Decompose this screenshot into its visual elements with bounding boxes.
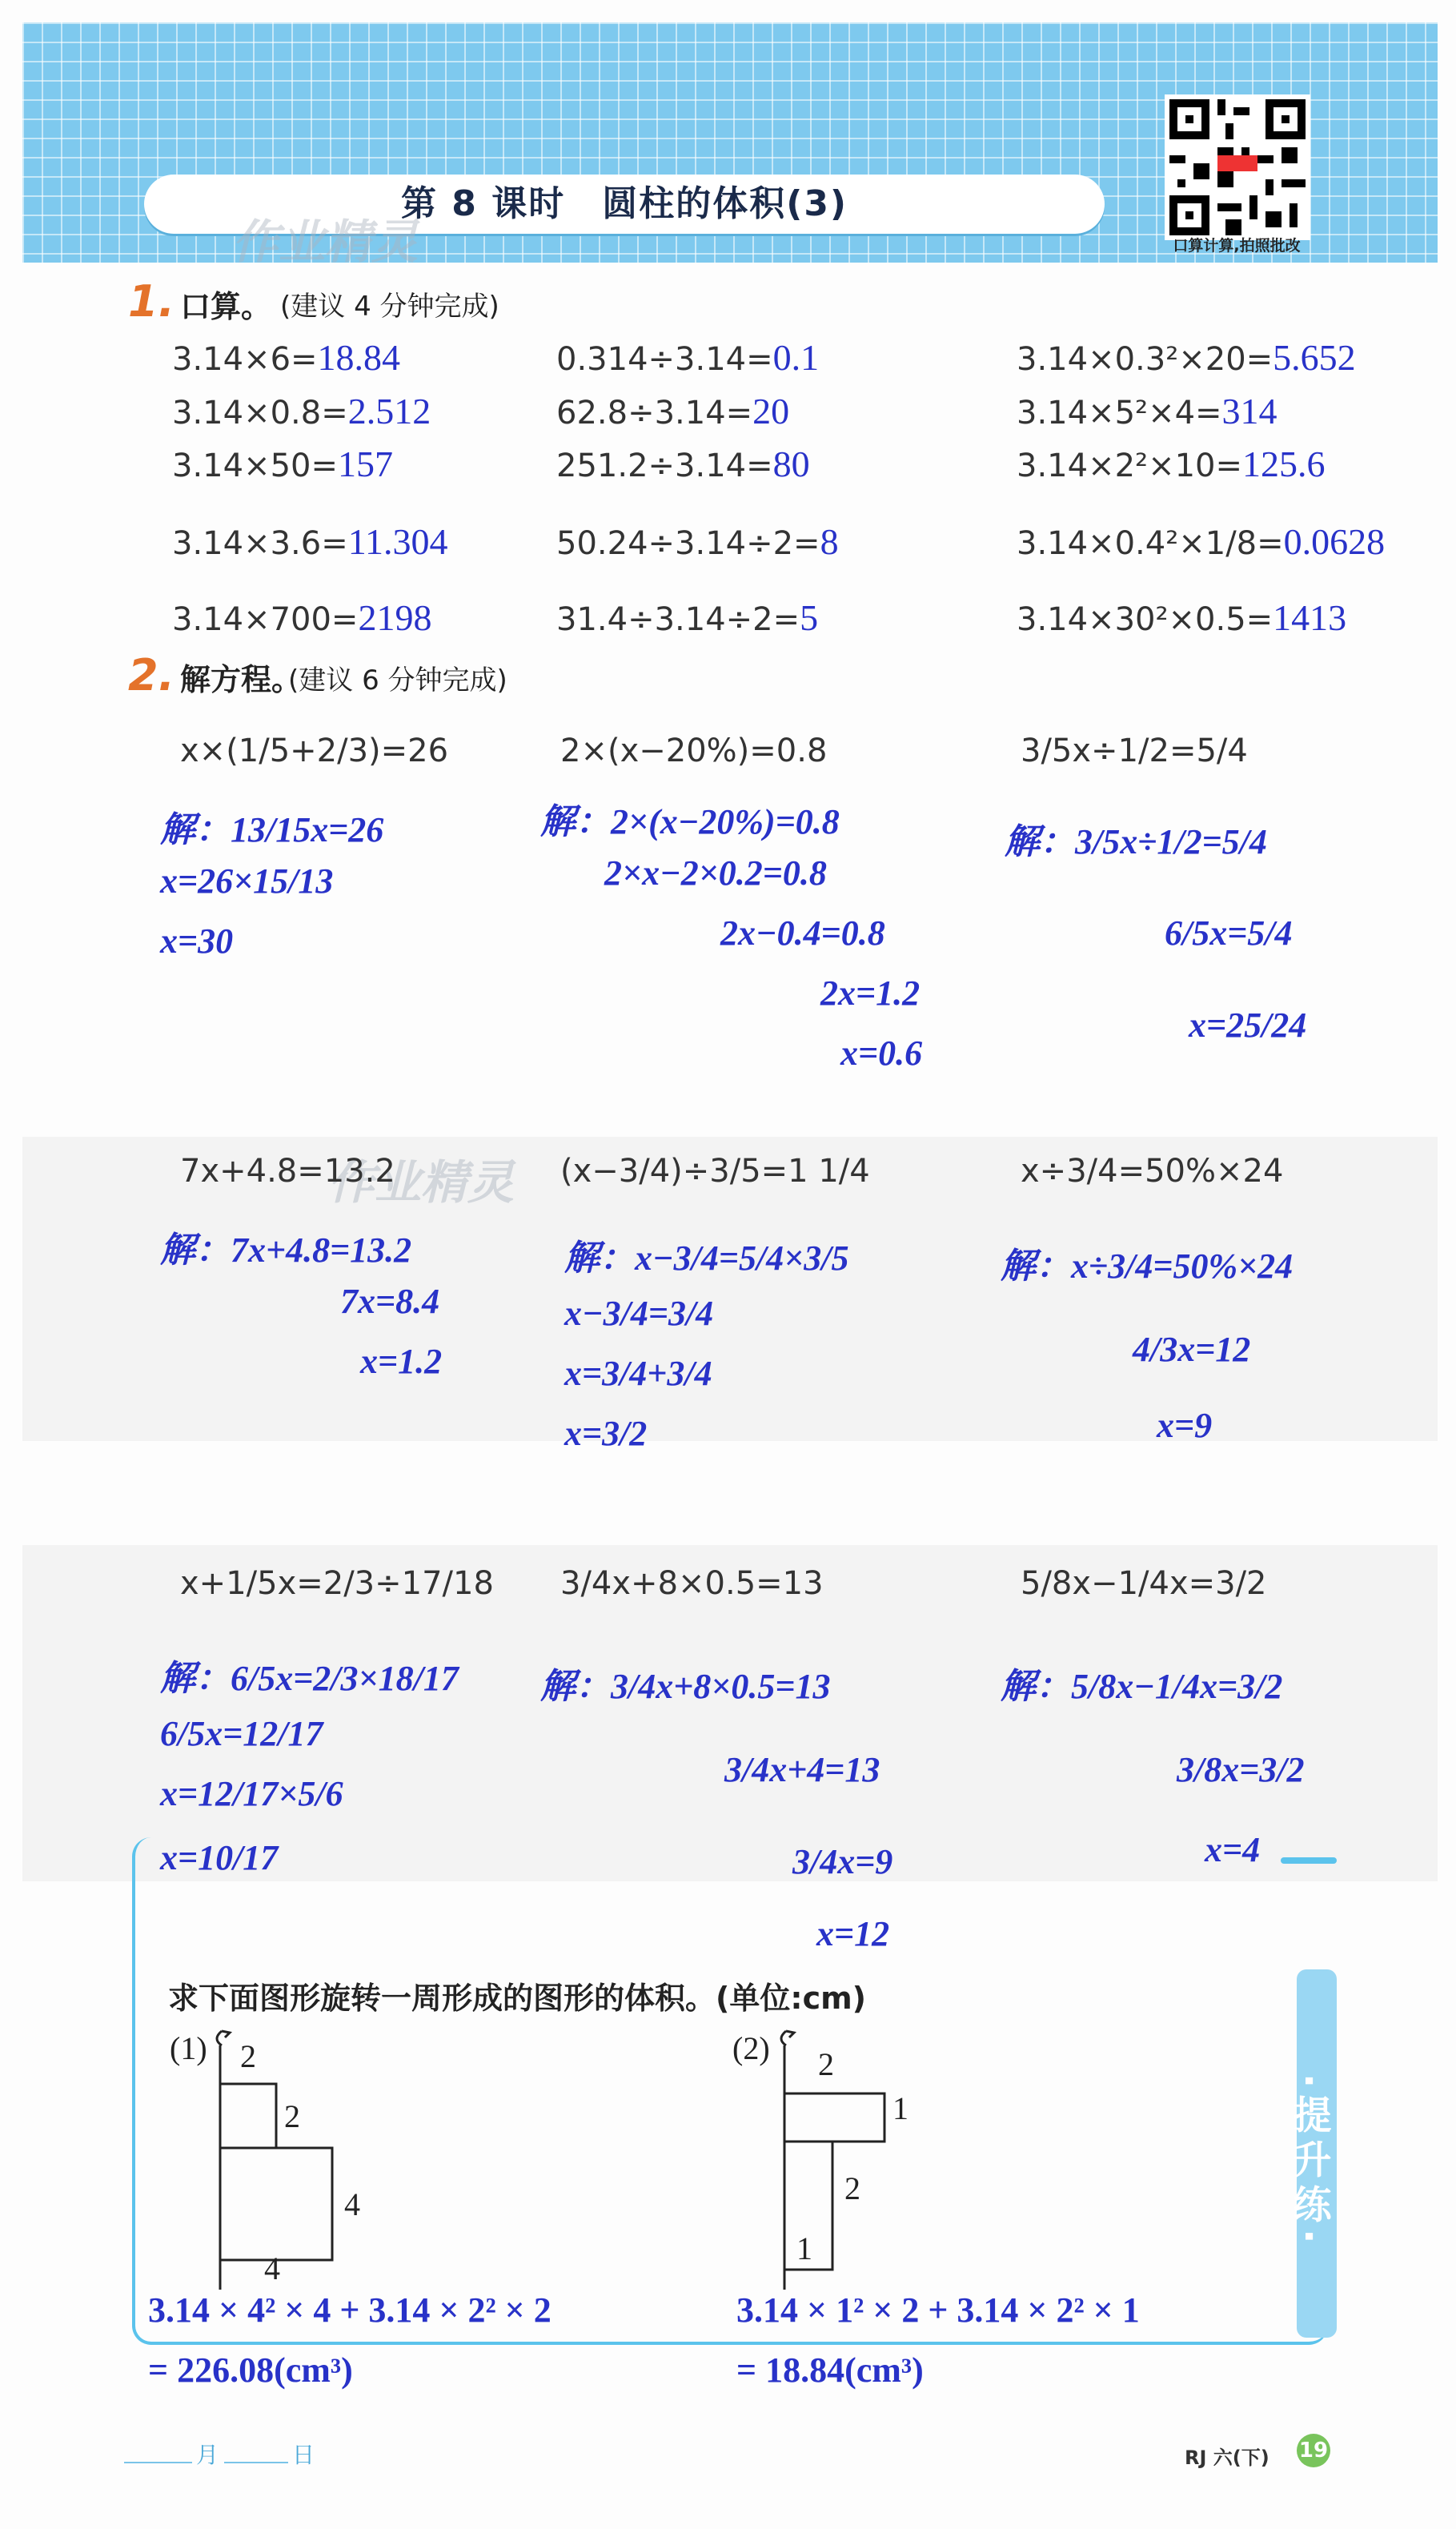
- figure-label: (2): [732, 2030, 770, 2066]
- dimension-label: 2: [818, 2046, 834, 2082]
- solution-step: x=12: [816, 1914, 890, 1953]
- equation-question: 7x+4.8=13.2: [180, 1153, 395, 1190]
- oral-calc-answer: 2198: [358, 597, 432, 638]
- oral-calc-item: [556, 390, 789, 432]
- oral-calc-item: [556, 336, 819, 379]
- solution-step: x=30: [160, 921, 234, 961]
- edition-label: RJ 六(下): [1185, 2447, 1269, 2469]
- equation-question: (x−3/4)÷3/5=1 1/4: [560, 1153, 870, 1190]
- oral-calc-question: 3.14×2²×10=: [1017, 448, 1242, 484]
- solution-step: 3/4x=9: [792, 1842, 893, 1881]
- oral-calc-answer: 157: [338, 444, 393, 484]
- watermark: 作业精灵: [328, 1155, 515, 1210]
- dimension-label: 2: [284, 2098, 300, 2134]
- oral-calc-answer: 18.84: [317, 337, 401, 378]
- oral-calc-question: 3.14×0.4²×1/8=: [1017, 525, 1284, 562]
- oral-calc-question: 3.14×0.8=: [172, 395, 348, 432]
- section-title: 口算。: [180, 289, 272, 324]
- dimension-label: 1: [892, 2090, 908, 2126]
- oral-calc-item: [556, 596, 818, 639]
- solution-step: 2x=1.2: [820, 973, 921, 1013]
- section-number: 1.: [128, 276, 175, 327]
- oral-calc-item: [172, 443, 393, 485]
- section-number: 2.: [128, 650, 175, 700]
- solution-step: x−3/4=3/4: [564, 1294, 714, 1333]
- frame-accent: [1281, 1857, 1337, 1864]
- side-tab-label: ·提升练·: [1286, 2073, 1331, 2250]
- qr-caption: 口算计算,拍照批改: [1173, 237, 1301, 255]
- dimension-label: 2: [240, 2038, 256, 2074]
- solution-step: 2×x−2×0.2=0.8: [604, 853, 827, 893]
- solution-step: x=9: [1157, 1406, 1213, 1445]
- oral-calc-question: 251.2÷3.14=: [556, 448, 773, 484]
- figure-label: (1): [170, 2030, 207, 2066]
- solution-step: 解：x−3/4=5/4×3/5: [564, 1238, 849, 1278]
- equation-question: x×(1/5+2/3)=26: [180, 733, 449, 769]
- oral-calc-question: 50.24÷3.14÷2=: [556, 525, 820, 562]
- oral-calc-item: [1017, 596, 1346, 639]
- solution-step: 解：7x+4.8=13.2: [160, 1230, 412, 1270]
- solution-step: x=3/4+3/4: [564, 1354, 712, 1393]
- oral-calc-item: [556, 520, 839, 563]
- solution-step: x=4: [1205, 1830, 1261, 1869]
- page-number: 19: [1297, 2434, 1330, 2467]
- solution-step: 解：x÷3/4=50%×24: [1001, 1246, 1294, 1286]
- solution-step: 解：5/8x−1/4x=3/2: [1001, 1667, 1283, 1706]
- solution-step: x=26×15/13: [160, 861, 334, 901]
- solution-step: x=3/2: [564, 1414, 648, 1453]
- solution-step: 解：2×(x−20%)=0.8: [540, 802, 840, 841]
- solution-step: 解：3/4x+8×0.5=13: [540, 1667, 831, 1706]
- oral-calc-item: [1017, 336, 1356, 379]
- oral-calc-answer: 5.652: [1273, 337, 1356, 378]
- solution-step: 7x=8.4: [340, 1282, 440, 1321]
- section-hint: (建议 4 分钟完成): [280, 291, 499, 323]
- equation-question: 5/8x−1/4x=3/2: [1021, 1565, 1267, 1602]
- equation-question: x÷3/4=50%×24: [1021, 1153, 1284, 1190]
- oral-calc-question: 0.314÷3.14=: [556, 341, 773, 378]
- answer-line: = 226.08(cm³): [148, 2350, 353, 2390]
- solution-step: 解：13/15x=26: [160, 810, 384, 849]
- solution-step: x=12/17×5/6: [160, 1774, 343, 1813]
- solution-step: x=10/17: [160, 1838, 279, 1877]
- qr-code-icon: [1169, 99, 1306, 235]
- oral-calc-question: 31.4÷3.14÷2=: [556, 601, 800, 638]
- oral-calc-answer: 0.0628: [1283, 521, 1386, 562]
- equation-question: 3/4x+8×0.5=13: [560, 1565, 824, 1602]
- oral-calc-question: 62.8÷3.14=: [556, 395, 753, 432]
- section-hint: (建议 6 分钟完成): [288, 664, 507, 696]
- day-label: 日: [292, 2442, 315, 2468]
- oral-calc-question: 3.14×5²×4=: [1017, 395, 1222, 432]
- oral-calc-answer: 2.512: [347, 391, 431, 432]
- dimension-label: 4: [264, 2250, 280, 2286]
- solution-step: 解：3/5x÷1/2=5/4: [1005, 822, 1267, 861]
- solution-step: x=0.6: [840, 1034, 923, 1073]
- dimension-label: 4: [344, 2186, 360, 2222]
- oral-calc-question: 3.14×700=: [172, 601, 359, 638]
- section-title: 解方程。: [180, 662, 303, 697]
- solution-step: x=25/24: [1189, 1006, 1307, 1045]
- solution-step: 6/5x=5/4: [1165, 913, 1293, 953]
- oral-calc-answer: 0.1: [772, 337, 820, 378]
- figure-1-diagram: [204, 2021, 412, 2310]
- oral-calc-answer: 1413: [1273, 597, 1347, 638]
- oral-calc-question: 3.14×30²×0.5=: [1017, 601, 1273, 638]
- watermark: 作业精灵: [232, 215, 419, 269]
- oral-calc-item: [1017, 390, 1278, 432]
- qr-code[interactable]: [1165, 94, 1310, 240]
- answer-line: 3.14 × 4² × 4 + 3.14 × 2² × 2: [148, 2290, 552, 2330]
- oral-calc-answer: 20: [752, 391, 790, 432]
- solution-step: 解：6/5x=2/3×18/17: [160, 1659, 459, 1698]
- oral-calc-item: [1017, 520, 1385, 563]
- oral-calc-answer: 11.304: [347, 521, 448, 562]
- solution-step: 2x−0.4=0.8: [720, 913, 885, 953]
- oral-calc-answer: 125.6: [1242, 444, 1326, 484]
- month-blank[interactable]: [124, 2462, 192, 2463]
- dimension-label: 2: [844, 2170, 860, 2206]
- oral-calc-item: [556, 443, 810, 485]
- oral-calc-item: [172, 336, 400, 379]
- oral-calc-answer: 314: [1221, 391, 1278, 432]
- section-title: 求下面图形旋转一周形成的图形的体积。(单位:cm): [168, 1981, 867, 2016]
- oral-calc-answer: 80: [772, 444, 810, 484]
- dimension-label: 1: [796, 2230, 812, 2266]
- solution-step: x=1.2: [360, 1342, 443, 1381]
- oral-calc-item: [172, 520, 448, 563]
- oral-calc-item: [172, 390, 431, 432]
- equation-question: 2×(x−20%)=0.8: [560, 733, 828, 769]
- oral-calc-question: 3.14×0.3²×20=: [1017, 341, 1273, 378]
- oral-calc-answer: 8: [820, 521, 839, 562]
- oral-calc-question: 3.14×50=: [172, 448, 338, 484]
- solution-step: 3/8x=3/2: [1177, 1750, 1305, 1789]
- equation-question: x+1/5x=2/3÷17/18: [180, 1565, 494, 1602]
- answer-line: 3.14 × 1² × 2 + 3.14 × 2² × 1: [736, 2290, 1140, 2330]
- solution-step: 3/4x+4=13: [724, 1750, 880, 1789]
- month-label: 月: [196, 2442, 219, 2468]
- solution-step: 6/5x=12/17: [160, 1714, 323, 1753]
- page-title: 第 8 课时 圆柱的体积(3): [400, 183, 848, 224]
- oral-calc-item: [1017, 443, 1326, 485]
- oral-calc-question: 3.14×6=: [172, 341, 318, 378]
- solution-step: 4/3x=12: [1133, 1330, 1251, 1369]
- oral-calc-answer: 5: [800, 597, 819, 638]
- equation-question: 3/5x÷1/2=5/4: [1021, 733, 1248, 769]
- side-tab: [1286, 1969, 1337, 2338]
- oral-calc-question: 3.14×3.6=: [172, 525, 348, 562]
- oral-calc-item: [172, 596, 431, 639]
- answer-line: = 18.84(cm³): [736, 2350, 924, 2390]
- day-blank[interactable]: [224, 2462, 288, 2463]
